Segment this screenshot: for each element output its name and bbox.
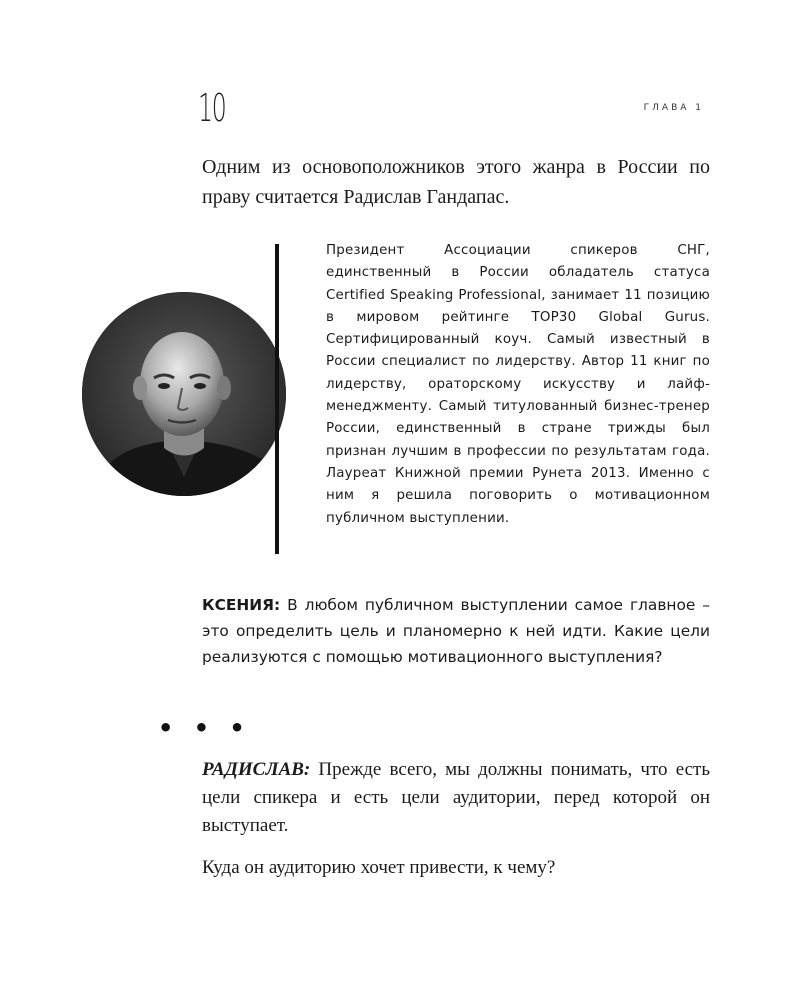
section-separator: • • • [158,714,251,742]
bio-text: Президент Ассоциации спикеров СНГ, единственный в России обладатель статуса Certified Speaking Professional, занимает 11 позицию в мировом рейтинге TOP30 Global Gurus. Сертифицированный коуч. Самый известный в России специалист по лидерству. Автор 11 книг по лидерству, ораторскому искусству и лайф-менеджменту. Самый титулованный бизнес-тренер России, единственный в стране трижды был признан лучшим в профессии по результатам года. Лауреат Книжной премии Рунета 2013. Именно с ним я решила поговорить о мотивационном публичном выступлении. [326,243,710,526]
speaker-name: РАДИСЛАВ: [202,759,311,780]
speech-text: В любом публичном выступлении самое главное – это определить цель и планомерно к ней идти. Какие цели реализуются с помощью мотивационного выступления? [202,596,710,666]
page-number: 10 [198,86,226,130]
dialogue-xenia [202,592,710,670]
speech-text: Прежде всего, мы должны понимать, что есть цели спикера и есть цели аудитории, перед которой он выступает. [202,759,711,836]
quote-bar [275,244,279,554]
speech-paragraph: Куда он аудиторию хочет привести, к чему? [202,857,556,878]
portrait-photo [82,292,286,496]
chapter-label: ГЛАВА 1 [643,103,704,113]
author-bio [326,240,710,530]
portrait-illustration [82,292,286,496]
speaker-name: КСЕНИЯ: [202,596,281,614]
dialogue-radislav [202,756,710,896]
intro-paragraph: Одним из основоположников этого жанра в России по праву считается Радислав Гандапас. [202,156,710,208]
speech-paragraph [202,756,710,840]
